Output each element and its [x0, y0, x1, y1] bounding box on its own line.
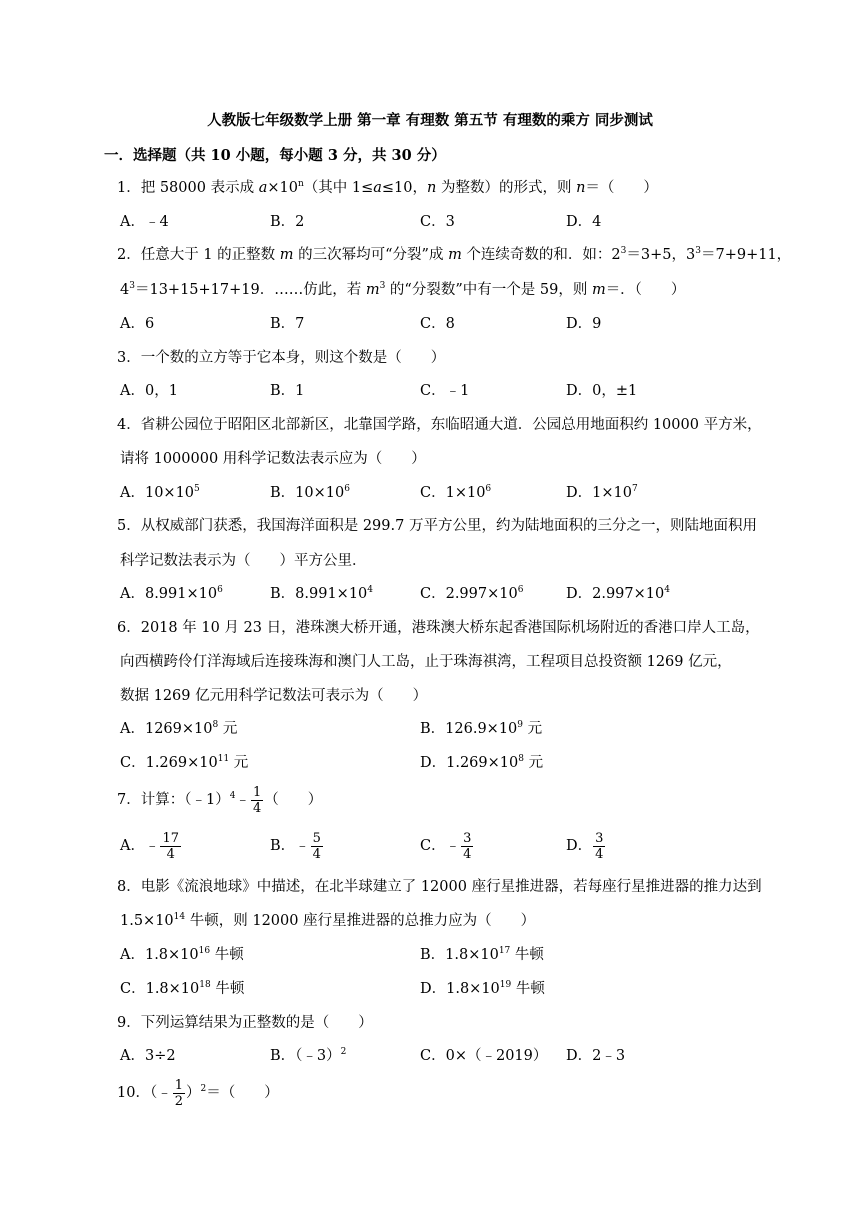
question-10-stem: 10．（﹣ $\frac{1}{2}$ ）$^2$＝（ ） [117, 1077, 279, 1109]
question-8-option-b: B．$1.8\times 10^{17}$ 牛顿 [420, 946, 544, 963]
question-9-option-b: B．（﹣3）$^2$ [270, 1047, 347, 1064]
question-4-option-c: C．$1\times 10^6$ [420, 484, 492, 501]
question-7-stem: 7．计算：（﹣1）$^4$﹣ $\frac{1}{4}$ （ ） [117, 784, 323, 816]
question-7-option-d: D． $\frac{3}{4}$ [566, 830, 604, 862]
question-5-option-d: D．$2.997\times 10^4$ [566, 585, 670, 602]
question-4-stem-line-1: 4．省耕公园位于昭阳区北部新区，北靠国学路，东临昭通大道．公园总用地面积约 10000 平方米， [117, 417, 762, 433]
question-6-option-b: B．$126.9\times 10^9$ 元 [420, 720, 543, 737]
question-4-option-b: B．$10\times 10^6$ [270, 484, 350, 501]
question-7-option-a: A．﹣ $\frac{17}{4}$ [120, 830, 180, 862]
question-5-option-a: A．$8.991\times 10^6$ [120, 585, 223, 602]
question-6-stem-line-1: 6．2018 年 10 月 23 日，港珠澳大桥开通，港珠澳大桥东起香港国际机场附近的香港口岸人工岛， [117, 620, 760, 636]
question-7-option-b: B．﹣ $\frac{5}{4}$ [270, 830, 321, 862]
question-4-option-d: D．$1\times 10^7$ [566, 484, 638, 501]
question-2-option-c: C．8 [420, 316, 455, 332]
question-1-stem: 1．把 58000 表示成 $a\times 10^n$（其中 1≤a≤10，n 为整数）的形式，则 n＝（ ） [117, 179, 658, 196]
question-7-option-c: C．﹣ $\frac{3}{4}$ [420, 830, 472, 862]
question-8-stem-line-1: 8．电影《流浪地球》中描述，在北半球建立了 12000 座行星推进器，若每座行星推进器的推力达到 [117, 879, 762, 895]
question-6-option-d: D．$1.269\times 10^8$ 元 [420, 754, 544, 771]
question-5-stem-line-2: 科学记数法表示为（ ）平方公里． [120, 553, 367, 569]
question-4-option-a: A．$10\times 10^5$ [120, 484, 200, 501]
question-2-stem-line-2: $4^3=13+15+17+19$．……仿此，若 $m^3$ 的“分裂数”中有一个是 59，则 m＝．（ ） [120, 281, 686, 298]
question-5-stem-line-1: 5．从权威部门获悉，我国海洋面积是 299.7 万平方公里，约为陆地面积的三分之一，则陆地面积用 [117, 518, 757, 534]
question-1-option-a: A．﹣4 [120, 214, 169, 230]
question-6-stem-line-3: 数据 1269 亿元用科学记数法可表示为（ ） [120, 688, 428, 704]
question-3-option-a: A．0，1 [120, 383, 178, 399]
question-6-option-c: C．$1.269\times 10^{11}$ 元 [120, 754, 249, 771]
question-5-option-b: B．$8.991\times 10^4$ [270, 585, 374, 602]
question-2-option-b: B．7 [270, 316, 305, 332]
question-9-stem: 9．下列运算结果为正整数的是（ ） [117, 1015, 373, 1031]
question-8-option-a: A．$1.8\times 10^{16}$ 牛顿 [120, 946, 244, 963]
fraction: $\frac{1}{2}$ [174, 1077, 183, 1109]
question-8-option-c: C．$1.8\times 10^{18}$ 牛顿 [120, 980, 245, 997]
question-6-stem-line-2: 向西横跨伶仃洋海域后连接珠海和澳门人工岛，止于珠海祺湾，工程项目总投资额 1269 亿元， [120, 654, 732, 670]
question-1-option-b: B．2 [270, 214, 305, 230]
question-8-option-d: D．$1.8\times 10^{19}$ 牛顿 [420, 980, 545, 997]
section-heading: 一．选择题（共 10 小题，每小题 3 分，共 30 分） [104, 147, 446, 164]
question-3-option-c: C．﹣1 [420, 383, 470, 399]
question-1-option-c: C．3 [420, 214, 455, 230]
question-3-option-b: B．1 [270, 383, 305, 399]
question-8-stem-line-2: $1.5\times 10^{14}$ 牛顿，则 12000 座行星推进器的总推力应为（ ） [120, 912, 536, 929]
question-4-stem-line-2: 请将 1000000 用科学记数法表示应为（ ） [120, 451, 426, 467]
question-1-option-d: D．4 [566, 214, 602, 230]
page-title: 人教版七年级数学上册 第一章 有理数 第五节 有理数的乘方 同步测试 [207, 112, 653, 129]
question-5-option-c: C．$2.997\times 10^6$ [420, 585, 524, 602]
question-3-stem: 3．一个数的立方等于它本身，则这个数是（ ） [117, 350, 446, 366]
question-9-option-c: C．0×（﹣2019） [420, 1048, 548, 1064]
question-9-option-a: A．3÷2 [120, 1048, 176, 1064]
question-9-option-d: D．2﹣3 [566, 1048, 626, 1064]
question-3-option-d: D．0，±1 [566, 383, 638, 399]
question-2-option-a: A．6 [120, 316, 155, 332]
fraction: $\frac{1}{4}$ [252, 784, 262, 816]
question-2-stem-line-1: 2．任意大于 1 的正整数 m 的三次幂均可“分裂”成 m 个连续奇数的和．如：$2^3=3+5$，$3^3=7+9+11$， [117, 246, 792, 263]
question-2-option-d: D．9 [566, 316, 602, 332]
question-6-option-a: A．$1269\times 10^8$ 元 [120, 720, 238, 737]
